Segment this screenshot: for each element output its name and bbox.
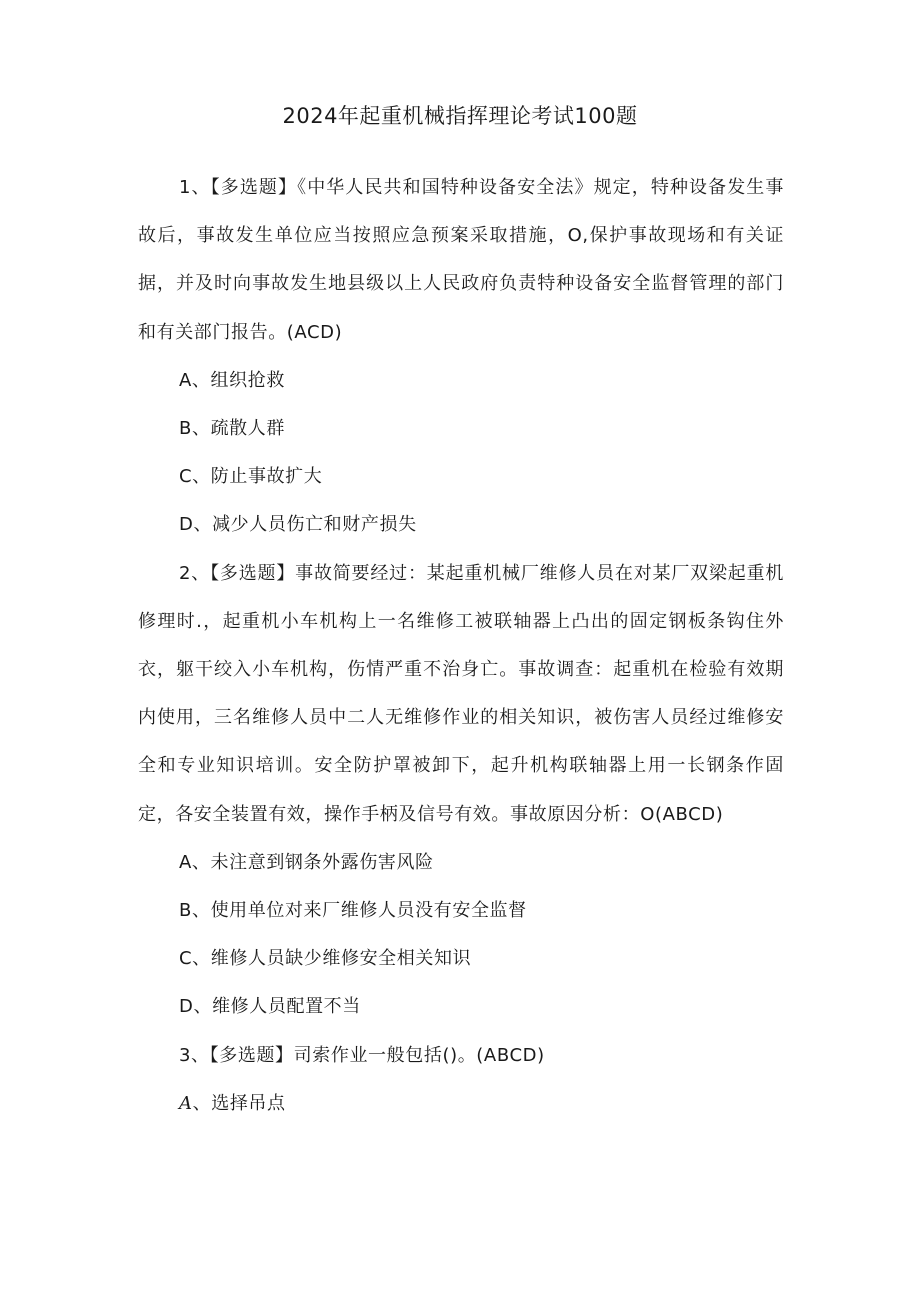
option-letter: A [179, 1092, 193, 1114]
option-separator: 、 [191, 900, 211, 922]
question-1-option-a [138, 357, 784, 405]
option-text: 防止事故扩大 [210, 466, 323, 488]
option-separator: 、 [193, 996, 213, 1018]
option-text: 未注意到钢条外露伤害风险 [210, 851, 434, 873]
option-letter: C [179, 466, 193, 488]
question-2-text: 2、【多选题】事故简要经过：某起重机械厂维修人员在对某厂双梁起重机修理时.，起重机小车机构上一名维修工被联轴器上凸出的固定钢板条钩住外衣，躯干绞入小车机构，伤情严重不治身亡。事故调查：起重机在检验有效期内使用，三名维修人员中二人无维修作业的相关知识，被伤害人员经过维修安全和专业知识培训。安全防护罩被卸下，起升机构联轴器上用一长钢条作固定，各安全装置有效，操作手柄及信号有效。事故原因分析：O(ABCD) [138, 562, 784, 825]
option-text: 组织抢救 [210, 369, 285, 391]
option-separator: 、 [191, 851, 211, 873]
question-1-option-b [138, 405, 784, 453]
option-separator: 、 [192, 1092, 212, 1114]
option-letter: B [179, 418, 192, 440]
option-letter: A [179, 851, 192, 873]
option-letter: D [179, 996, 194, 1018]
question-2-option-b [138, 887, 784, 935]
option-text: 使用单位对来厂维修人员没有安全监督 [210, 900, 527, 922]
option-separator: 、 [192, 466, 211, 488]
question-1-text: 1、【多选题】《中华人民共和国特种设备安全法》规定，特种设备发生事故后，事故发生单位应当按照应急预案采取措施，O,保护事故现场和有关证据，并及时向事故发生地县级以上人民政府负责特种设备安全监督管理的部门和有关部门报告。(ACD) [138, 177, 784, 343]
question-1-option-c [138, 453, 784, 501]
question-3-option-a [138, 1080, 784, 1128]
document-body [138, 164, 784, 1128]
option-text: 减少人员伤亡和财产损失 [212, 514, 417, 536]
question-2-option-d [138, 983, 784, 1031]
option-separator: 、 [192, 948, 211, 970]
option-letter: C [179, 948, 193, 970]
question-2-option-c [138, 935, 784, 983]
question-1-option-d [138, 501, 784, 549]
option-text: 选择吊点 [211, 1092, 286, 1114]
option-separator: 、 [191, 418, 211, 440]
document-title: 2024年起重机械指挥理论考试100题 [282, 104, 638, 128]
question-3-text: 3、【多选题】司索作业一般包括()。(ABCD) [179, 1044, 545, 1066]
option-text: 维修人员缺少维修安全相关知识 [210, 948, 472, 970]
question-2-option-a [138, 839, 784, 887]
option-letter: B [179, 900, 192, 922]
option-letter: D [179, 514, 194, 536]
option-letter: A [179, 369, 192, 391]
option-separator: 、 [193, 514, 213, 536]
option-separator: 、 [191, 369, 211, 391]
option-text: 维修人员配置不当 [212, 996, 361, 1018]
option-text: 疏散人群 [210, 418, 285, 440]
